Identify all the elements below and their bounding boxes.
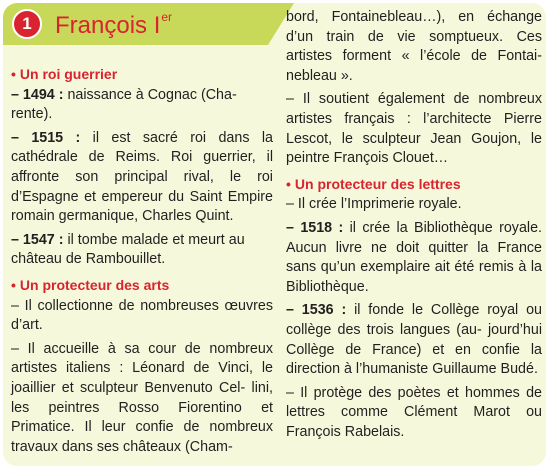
date-label: – 1515 : (11, 129, 81, 146)
paragraph-1547 (11, 231, 273, 270)
paragraph-text: il fonde le Collège royal ou collège des trois langues (au- jourd’hui Collège de France) et en confie la direction à l’humaniste Guillaume Budé. (286, 302, 542, 378)
paragraph-text: il crée la Bibliothèque royale. Aucun livre ne doit quitter la France sans qu’un exemplaire ait été remis à la Bibliothèque. (286, 219, 543, 295)
paragraph-text: il tombe malade et meurt au château de Rambouillet. (11, 231, 245, 268)
bullet-icon: • (11, 66, 16, 82)
date-label: – 1547 : (11, 231, 64, 248)
section-heading-guerrier: • Un roi guerrier (11, 66, 118, 82)
date-label: – 1536 : (286, 302, 347, 319)
paragraph-text: naissance à Cognac (Cha- rente). (11, 86, 237, 123)
section-heading-arts: • Un protecteur des arts (11, 276, 170, 293)
paragraph-collection (11, 297, 273, 336)
right-column (286, 8, 542, 442)
paragraph-1518 (286, 219, 542, 297)
date-label: – 1518 : (286, 219, 344, 236)
paragraph-imprimerie: – Il crée l’Imprimerie royale. (286, 196, 462, 213)
title-superscript: er (161, 10, 173, 24)
section-heading-lettres: • Un protecteur des lettres (286, 175, 461, 192)
paragraph-1536 (286, 301, 542, 379)
left-column (11, 65, 273, 457)
title-text: François I (55, 12, 161, 39)
paragraph-poetes: – Il protège des poètes et hommes de lettres comme Clément Marot ou François Rabelais. (286, 384, 542, 440)
section-number-badge: 1 (12, 9, 42, 39)
page-title (55, 10, 172, 40)
paragraph-text: il est sacré roi dans la cathédrale de Reims. Roi guerrier, il affronte son principal rival, le roi d’Espagne et empereur du Saint Empire romain germanique, Charles Quint. (11, 129, 273, 225)
date-label: – 1494 : (11, 86, 64, 103)
paragraph-text: – Il collectionne de nombreuses œuvres d’art. (11, 297, 273, 334)
bullet-icon: • (11, 276, 16, 293)
paragraph-text: – Il accueille à sa cour de nombreux artistes italiens : Léonard de Vinci, le joaillier et sculpteur Benvenuto Cel- lini, les peintres Rosso Fiorentino et Primatice. Il leur confie de nombreux travaux dans ses châteaux (Cham- (11, 340, 273, 455)
bullet-icon: • (286, 175, 291, 192)
paragraph-continuation: bord, Fontainebleau…), en échange d’un train de vie somptueux. Ces artistes forment « l’école de Fontai- nebleau ». (286, 9, 542, 84)
paragraph-1494 (11, 86, 273, 125)
paragraph-artistes-italiens (11, 340, 273, 458)
paragraph-1515 (11, 129, 273, 227)
paragraph-artistes-francais: – Il soutient également de nombreux artistes français : l’architecte Pierre Lescot, le sculpteur Jean Goujon, le peintre François Clouet… (286, 91, 542, 167)
info-card (3, 3, 546, 466)
